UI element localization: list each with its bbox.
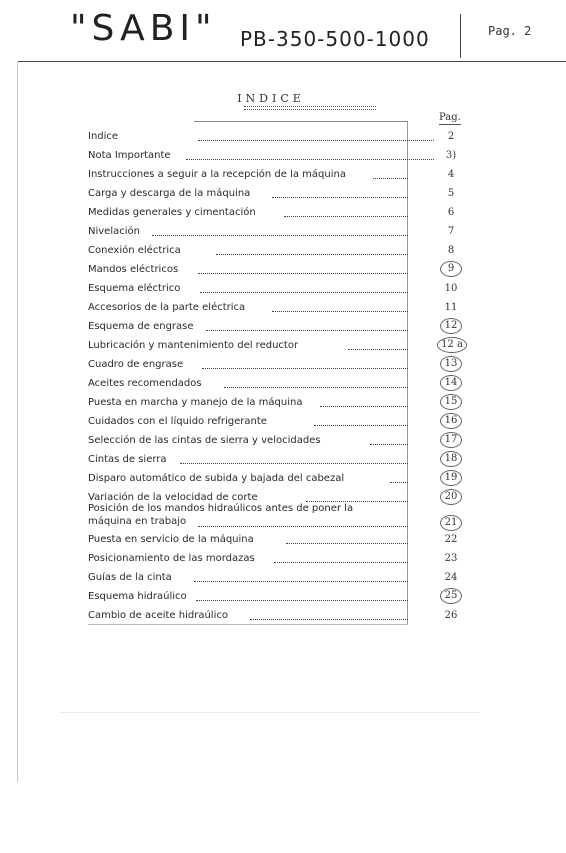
toc-leader <box>198 140 434 141</box>
toc-page-number: 9 <box>440 261 462 277</box>
toc-row <box>88 185 468 203</box>
toc-row <box>88 356 468 374</box>
toc-entry-title: Mandos eléctricos <box>88 264 179 275</box>
toc-row <box>88 375 468 393</box>
toc-leader <box>224 387 408 388</box>
model-number: PB-350-500-1000 <box>240 27 430 51</box>
toc-leader <box>306 501 408 502</box>
toc-row <box>88 531 468 549</box>
toc-row <box>88 147 468 165</box>
toc-page-number: 3) <box>445 150 457 161</box>
toc-entry-title: Disparo automático de subida y bajada del cabezal <box>88 473 345 484</box>
toc-entry-title: Instrucciones a seguir a la recepción de la máquina <box>88 169 346 180</box>
toc-row <box>88 394 468 412</box>
toc-row <box>88 470 468 488</box>
toc-page-number: 23 <box>444 553 458 564</box>
toc-row <box>88 607 468 625</box>
toc-row <box>88 166 468 184</box>
toc-page-number: 26 <box>444 610 458 621</box>
toc-page-number: 15 <box>440 394 462 410</box>
toc-entry-title: Aceites recomendados <box>88 378 202 389</box>
toc-entry-title: Medidas generales y cimentación <box>88 207 256 218</box>
toc-leader <box>348 349 408 350</box>
toc-page-number: 24 <box>444 572 458 583</box>
toc-leader <box>274 562 408 563</box>
toc-page-number: 12 <box>440 318 462 334</box>
toc-entry-title-line1: Posición de los mandos hidraúlicos antes de poner la <box>88 503 354 514</box>
toc-entry-title: Puesta en servicio de la máquina <box>88 534 254 545</box>
toc-page-number: 16 <box>440 413 462 429</box>
toc-row <box>88 128 468 146</box>
toc-entry-title: Carga y descarga de la máquina <box>88 188 251 199</box>
toc-entry-title: Cintas de sierra <box>88 454 167 465</box>
toc-row <box>88 318 468 336</box>
toc-entry-title: Accesorios de la parte eléctrica <box>88 302 246 313</box>
toc-leader <box>194 581 408 582</box>
toc-entry-title: Variación de la velocidad de corte <box>88 492 258 503</box>
toc-row <box>88 299 468 317</box>
index-heading-text: INDICE <box>237 92 305 105</box>
toc-leader <box>272 197 408 198</box>
toc-leader <box>286 543 408 544</box>
toc-page-number: 18 <box>440 451 462 467</box>
toc-row <box>88 261 468 279</box>
toc-row <box>88 413 468 431</box>
toc-entry-title: Puesta en marcha y manejo de la máquina <box>88 397 303 408</box>
toc-leader <box>216 254 408 255</box>
toc-leader <box>180 463 408 464</box>
toc-page-number: 19 <box>440 470 462 486</box>
toc-leader <box>314 425 408 426</box>
toc-page-number: 2 <box>447 131 455 142</box>
toc-page-number: 10 <box>444 283 458 294</box>
toc-leader <box>198 526 408 527</box>
toc-page-number: 6 <box>447 207 455 218</box>
toc-row <box>88 569 468 587</box>
toc-entry-title-line2: máquina en trabajo <box>88 516 187 527</box>
toc-leader <box>284 216 408 217</box>
toc-leader <box>198 273 408 274</box>
brand-title: "SABI" <box>70 8 217 49</box>
toc-row <box>88 337 468 355</box>
toc-entry-title: Selección de las cintas de sierra y velocidades <box>88 435 321 446</box>
toc-page-number: 4 <box>447 169 455 180</box>
toc-entry-title: Cambio de aceite hidraúlico <box>88 610 228 621</box>
toc-page-number: 25 <box>440 588 462 604</box>
toc-row <box>88 242 468 260</box>
toc-page-number: 11 <box>444 302 458 313</box>
index-heading <box>0 92 566 105</box>
toc-row <box>88 204 468 222</box>
toc-entry-title: Guías de la cinta <box>88 572 172 583</box>
toc-row <box>88 550 468 568</box>
index-heading-underline <box>244 106 376 110</box>
toc-entry-title: Indice <box>88 131 119 142</box>
toc-entry-title: Conexión eléctrica <box>88 245 181 256</box>
toc-page-number: 13 <box>440 356 462 372</box>
toc-row <box>88 223 468 241</box>
toc-leader <box>196 600 408 601</box>
toc-page-number: 17 <box>440 432 462 448</box>
toc-row <box>88 588 468 606</box>
toc-page-number: 14 <box>440 375 462 391</box>
toc-leader <box>202 368 408 369</box>
toc-leader <box>370 444 408 445</box>
toc-entry-title: Nota Importante <box>88 150 171 161</box>
toc-page-number: 20 <box>440 489 462 505</box>
scan-artifact <box>60 712 480 713</box>
toc-entry-title: Lubricación y mantenimiento del reductor <box>88 340 299 351</box>
toc-leader <box>272 311 408 312</box>
toc-page-number: 8 <box>447 245 455 256</box>
toc-leader <box>152 235 408 236</box>
toc-page-number: 7 <box>447 226 455 237</box>
page-number-label: Pag. 2 <box>488 24 532 38</box>
toc-page-number: 22 <box>444 534 458 545</box>
page-column-header: Pag. <box>439 112 461 123</box>
toc-entry-title: Esquema hidraúlico <box>88 591 187 602</box>
toc-entry-title: Posicionamiento de las mordazas <box>88 553 255 564</box>
toc-leader <box>320 406 408 407</box>
toc-row <box>88 451 468 469</box>
toc-leader <box>390 482 408 483</box>
toc-leader <box>186 159 434 160</box>
toc-entry-title: Nivelación <box>88 226 140 237</box>
toc-leader <box>250 619 408 620</box>
toc-entry-title: Cuidados con el líquido refrigerante <box>88 416 267 427</box>
toc-row <box>88 280 468 298</box>
toc-row <box>88 432 468 450</box>
toc-leader <box>206 330 408 331</box>
toc-entry-title: Cuadro de engrase <box>88 359 184 370</box>
toc-leader <box>373 178 408 179</box>
header-divider <box>460 14 461 58</box>
table-top-rule <box>194 121 408 122</box>
toc-page-number: 21 <box>440 515 462 531</box>
toc-entry-title: Esquema de engrase <box>88 321 194 332</box>
toc-entry-title: Esquema eléctrico <box>88 283 181 294</box>
left-margin-rule <box>17 62 18 782</box>
toc-page-number: 12 a <box>437 337 467 353</box>
header-rule <box>18 61 566 62</box>
toc-page-number: 5 <box>447 188 455 199</box>
toc-leader <box>200 292 408 293</box>
